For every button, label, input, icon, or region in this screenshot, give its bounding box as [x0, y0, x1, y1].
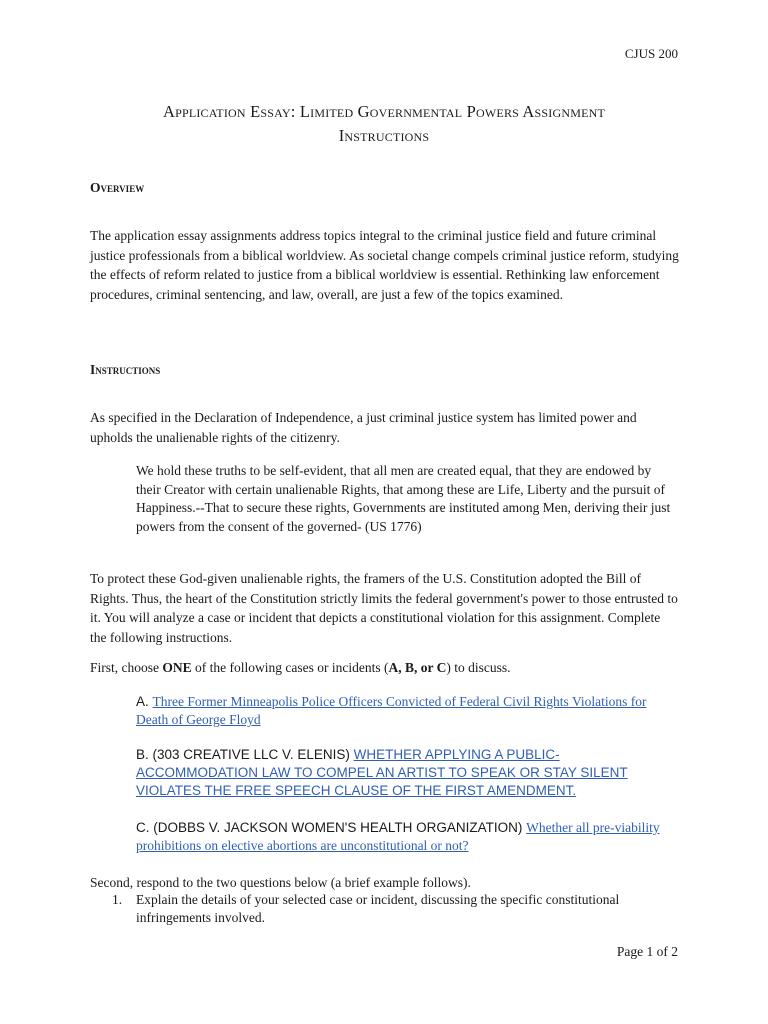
- option-a: [136, 693, 676, 729]
- first-one: ONE: [162, 660, 192, 675]
- title-line-2: Instructions: [338, 126, 430, 145]
- instructions-intro: As specified in the Declaration of Independence, a just criminal justice system has limited power and upholds the unalienable rights of the citizenry.: [90, 410, 637, 445]
- option-b: [136, 746, 676, 800]
- course-code: CJUS 200: [624, 46, 678, 61]
- title-line-1: Application Essay: Limited Governmental Powers Assignment: [162, 102, 606, 121]
- first-pre: First, choose: [90, 660, 163, 675]
- document-title: [90, 100, 678, 148]
- declaration-quote: We hold these truths to be self-evident, that all men are created equal, that they are endowed by their Creator with certain unalienable Rights, that among these are Life, Liberty and the pursuit of Happiness.--That to secure these rights, Governments are instituted among Men, deriving their just powers from the consent of the governed- (US 1776): [136, 463, 671, 534]
- instructions-heading: Instructions: [90, 362, 161, 377]
- second-respond-line: Second, respond to the two questions below (a brief example follows).: [90, 875, 471, 890]
- option-c-link[interactable]: Whether all pre-viability prohibitions on elective abortions are unconstitutional or not?: [136, 820, 660, 853]
- protect-paragraph: To protect these God-given unalienable rights, the framers of the U.S. Constitution adopted the Bill of Rights. Thus, the heart of the Constitution strictly limits the federal government's power to those entrusted to it. You will analyze a case or incident that depicts a constitutional violation for this assignment. Complete the following instructions.: [90, 571, 678, 645]
- overview-heading: Overview: [90, 180, 145, 195]
- overview-paragraph: The application essay assignments address topics integral to the criminal justice field and future criminal justice professionals from a biblical worldview. As societal change compels criminal justice reform, studying the effects of reform related to justice from a biblical worldview is essential. Rethinking law enforcement procedures, criminal sentencing, and law, overall, are just a few of the topics examined.: [90, 228, 679, 302]
- first-mid: of the following cases or incidents (: [191, 660, 389, 675]
- list-item-text: Explain the details of your selected case or incident, discussing the specific constitutional infringements involved.: [136, 892, 620, 925]
- option-c: [136, 819, 676, 855]
- option-b-link[interactable]: WHETHER APPLYING A PUBLIC-ACCOMMODATION LAW TO COMPEL AN ARTIST TO SPEAK OR STAY SILENT VIOLATES THE FREE SPEECH CLAUSE OF THE FIRST AMENDMENT.: [136, 747, 628, 798]
- option-b-prefix: B. (303 CREATIVE LLC V. ELENIS): [136, 747, 354, 762]
- list-item-number: 1.: [112, 892, 123, 907]
- page-number: Page 1 of 2: [616, 944, 678, 959]
- first-abc: A, B, or C: [388, 660, 447, 675]
- option-c-prefix: C. (DOBBS V. JACKSON WOMEN'S HEALTH ORGANIZATION): [136, 820, 527, 835]
- first-post: ) to discuss.: [446, 660, 511, 675]
- first-choose-line: [90, 658, 680, 678]
- option-a-link[interactable]: Three Former Minneapolis Police Officers Convicted of Federal Civil Rights Violations for Death of George Floyd: [136, 694, 647, 727]
- option-a-prefix: A.: [136, 694, 153, 709]
